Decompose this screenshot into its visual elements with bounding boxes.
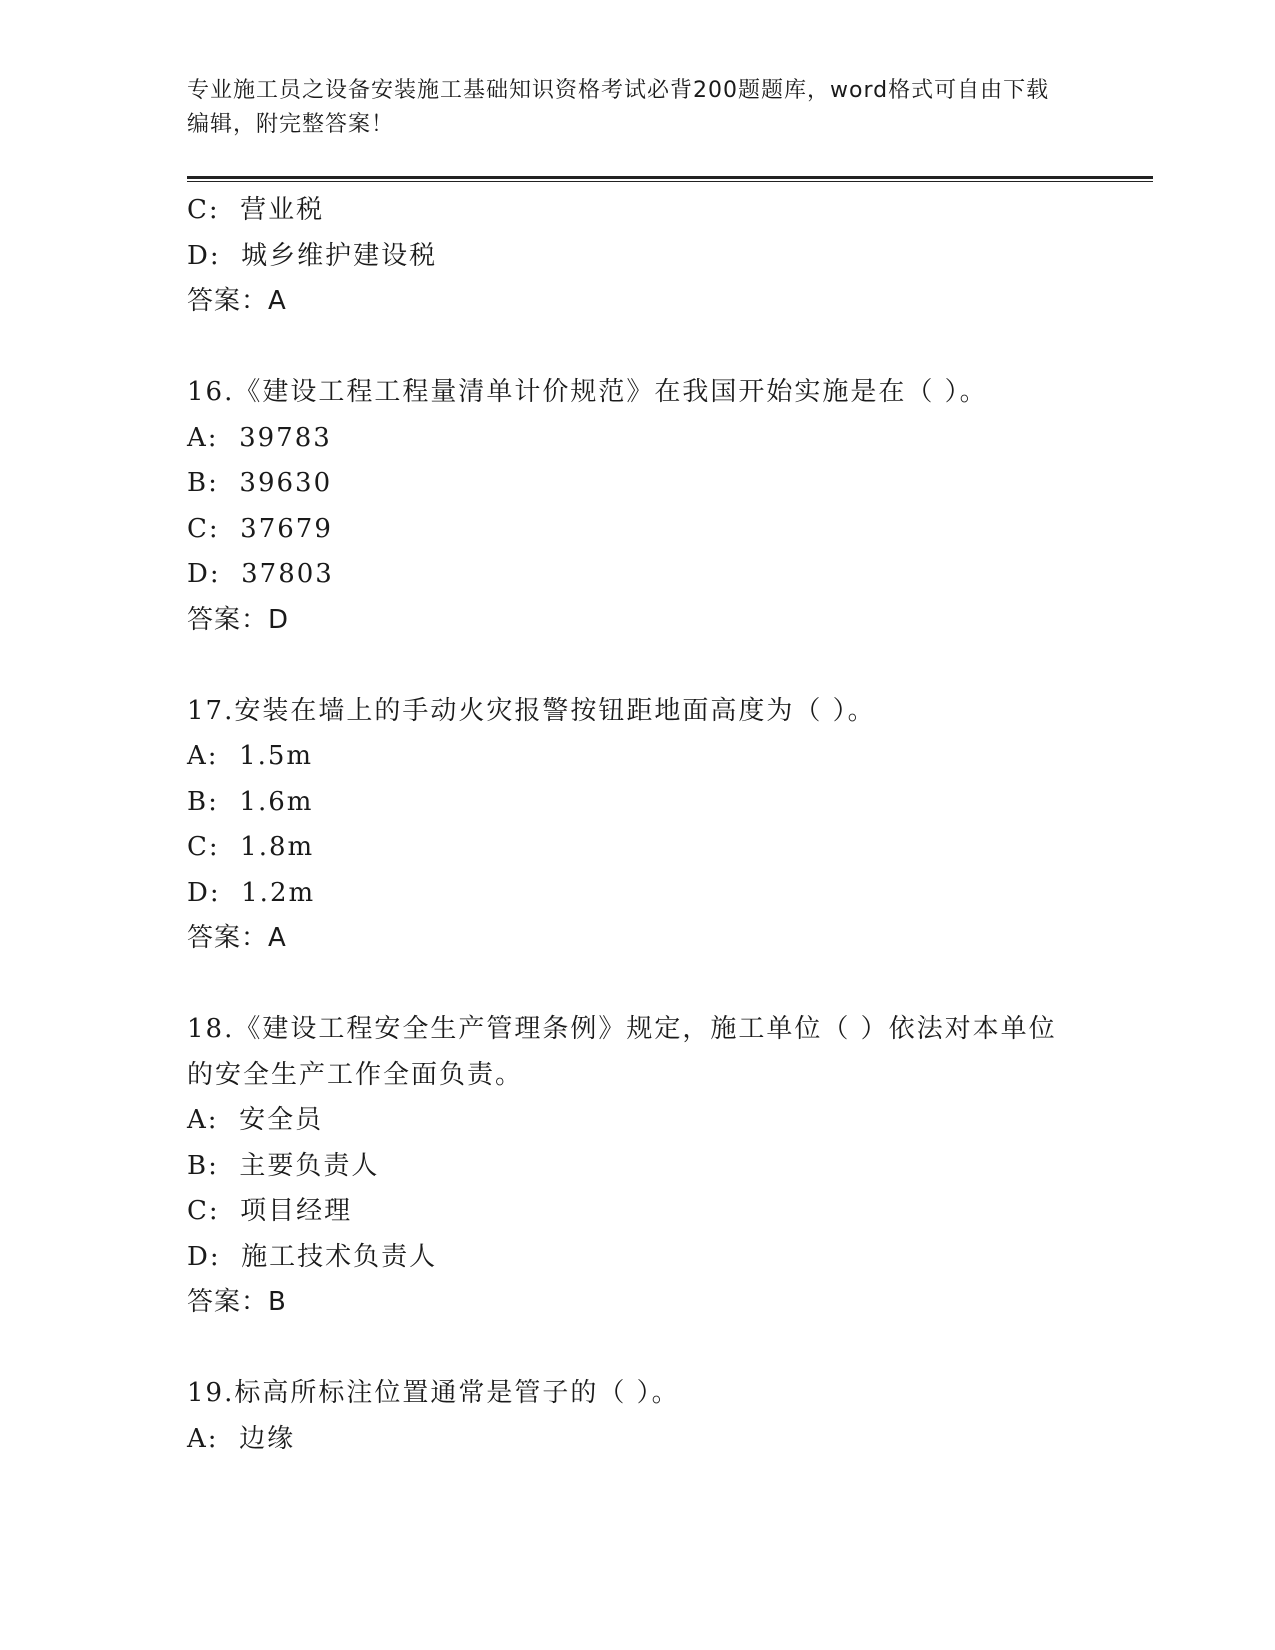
answer-line: 答案：A (187, 286, 287, 316)
answer-option: C: 37679 (187, 513, 333, 544)
question-gap (187, 1326, 1087, 1372)
answer-option: B: 主要负责人 (187, 1150, 380, 1181)
answer-option: C: 1.8m (187, 832, 315, 862)
answer-option: D: 城乡维护建设税 (187, 240, 438, 271)
question-stem: 17.安装在墙上的手动火灾报警按钮距地面高度为（ ）。 (187, 695, 876, 726)
answer-line: 答案：A (187, 923, 287, 953)
answer-option: A: 安全员 (187, 1105, 324, 1135)
answer-option: D: 37803 (187, 559, 334, 589)
answer-option: A: 边缘 (187, 1423, 296, 1454)
answer-option: B: 1.6m (187, 786, 314, 817)
question-stem: 16.《建设工程工程量清单计价规范》在我国开始实施是在（ ）。 (187, 377, 988, 407)
answer-option: C: 营业税 (187, 195, 325, 225)
answer-line: 答案：D (187, 604, 290, 635)
answer-option: D: 1.2m (187, 877, 316, 908)
answer-option: D: 施工技术负责人 (187, 1241, 438, 1272)
answer-line: 答案：B (187, 1287, 287, 1317)
question-stem: 18.《建设工程安全生产管理条例》规定，施工单位（ ）依法对本单位的安全生产工作全面负责。 (187, 1014, 1057, 1090)
answer-option: B: 39630 (187, 468, 333, 498)
answer-option: A: 1.5m (187, 741, 314, 771)
answer-option: A: 39783 (187, 422, 332, 453)
document-header: 专业施工员之设备安装施工基础知识资格考试必背200题题库，word格式可自由下载编辑，附完整答案！ (187, 78, 1050, 137)
header-divider-thin (187, 181, 1153, 182)
question-gap (187, 643, 1087, 689)
question-stem: 19.标高所标注位置通常是管子的（ ）。 (187, 1378, 680, 1408)
question-gap (187, 962, 1087, 1008)
answer-option: C: 项目经理 (187, 1196, 353, 1226)
question-gap (187, 325, 1087, 371)
question-list (187, 188, 1087, 1462)
header-divider-thick (187, 176, 1153, 179)
